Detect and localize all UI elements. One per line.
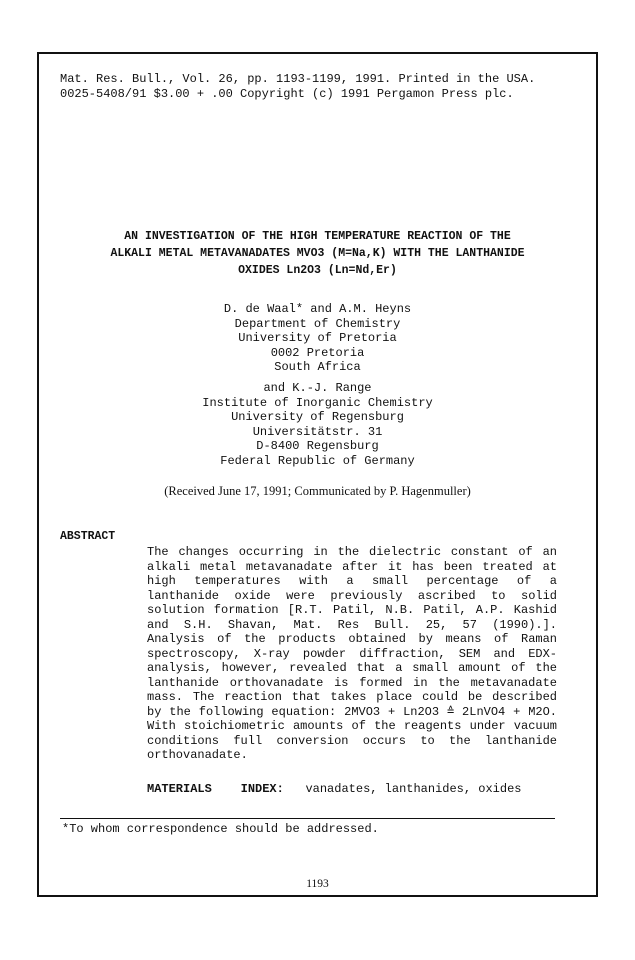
country-1: South Africa (274, 360, 361, 374)
abstract-paragraph: The changes occurring in the dielectric constant of an alkali metal metavanadate after it has been treated at high temperatures with a small percentage of a lanthanide oxide were previously ascribed to solid solution formation [R.T. Patil, N.B. Patil, A.P. Kashid and S.H. Shavan, Mat. Res Bull. 25, 57 (1990).]. Analysis of the products obtained by means of Raman spectroscopy, X-ray powder diffraction, SEM and EDX-analysis, however, revealed that a small amount of the lanthanide orthovanadate is formed in the metavanadate mass. The reaction that takes place could be described by the following equation: 2MVO3 + Ln2O3 ≙ 2LnVO4 + M2O. With stoichiometric amounts of the reagents under vacuum conditions full conversion occurs to the lanthanide orthovanadate. (147, 545, 557, 762)
citation-header (60, 72, 535, 102)
footnote: *To whom correspondence should be addressed. (62, 822, 379, 836)
authors-2: and K.-J. Range (263, 381, 372, 395)
abstract-heading: ABSTRACT (60, 530, 116, 543)
institute: Institute of Inorganic Chemistry (202, 395, 433, 410)
postcode-1: 0002 Pretoria (270, 345, 365, 360)
title-line-1: AN INVESTIGATION OF THE HIGH TEMPERATURE REACTION OF THE (124, 230, 511, 243)
page-number: 1193 (306, 878, 329, 890)
title-line-3: OXIDES Ln2O3 (Ln=Nd,Er) (238, 264, 397, 277)
materials-label: MATERIALS (147, 782, 212, 796)
university-1: University of Pretoria (238, 331, 397, 345)
footnote-rule (60, 818, 555, 819)
abstract-text (147, 545, 557, 763)
postcode-2: D-8400 Regensburg (256, 439, 379, 453)
index-terms: vanadates, lanthanides, oxides (305, 782, 522, 796)
department: Department of Chemistry (234, 316, 401, 331)
title-line-2: ALKALI METAL METAVANADATES MVO3 (M=Na,K) WITH THE LANTHANIDE (110, 247, 525, 260)
citation-line-1: Mat. Res. Bull., Vol. 26, pp. 1193-1199, 1991. Printed in the USA. (60, 72, 536, 86)
paper-title (60, 228, 575, 279)
author-affiliation-2 (60, 381, 575, 468)
materials-index (147, 782, 522, 796)
street: Universitätstr. 31 (252, 424, 383, 439)
page-frame (37, 52, 598, 897)
author-affiliation-1 (60, 302, 575, 375)
received-line: (Received June 17, 1991; Communicated by P. Hagenmuller) (164, 484, 471, 498)
index-label: INDEX: (240, 782, 284, 796)
citation-line-2: 0025-5408/91 $3.00 + .00 Copyright (c) 1991 Pergamon Press plc. (60, 87, 514, 101)
country-2: Federal Republic of Germany (220, 453, 415, 468)
authors-1: D. de Waal* and A.M. Heyns (223, 302, 412, 316)
university-2: University of Regensburg (231, 410, 404, 424)
